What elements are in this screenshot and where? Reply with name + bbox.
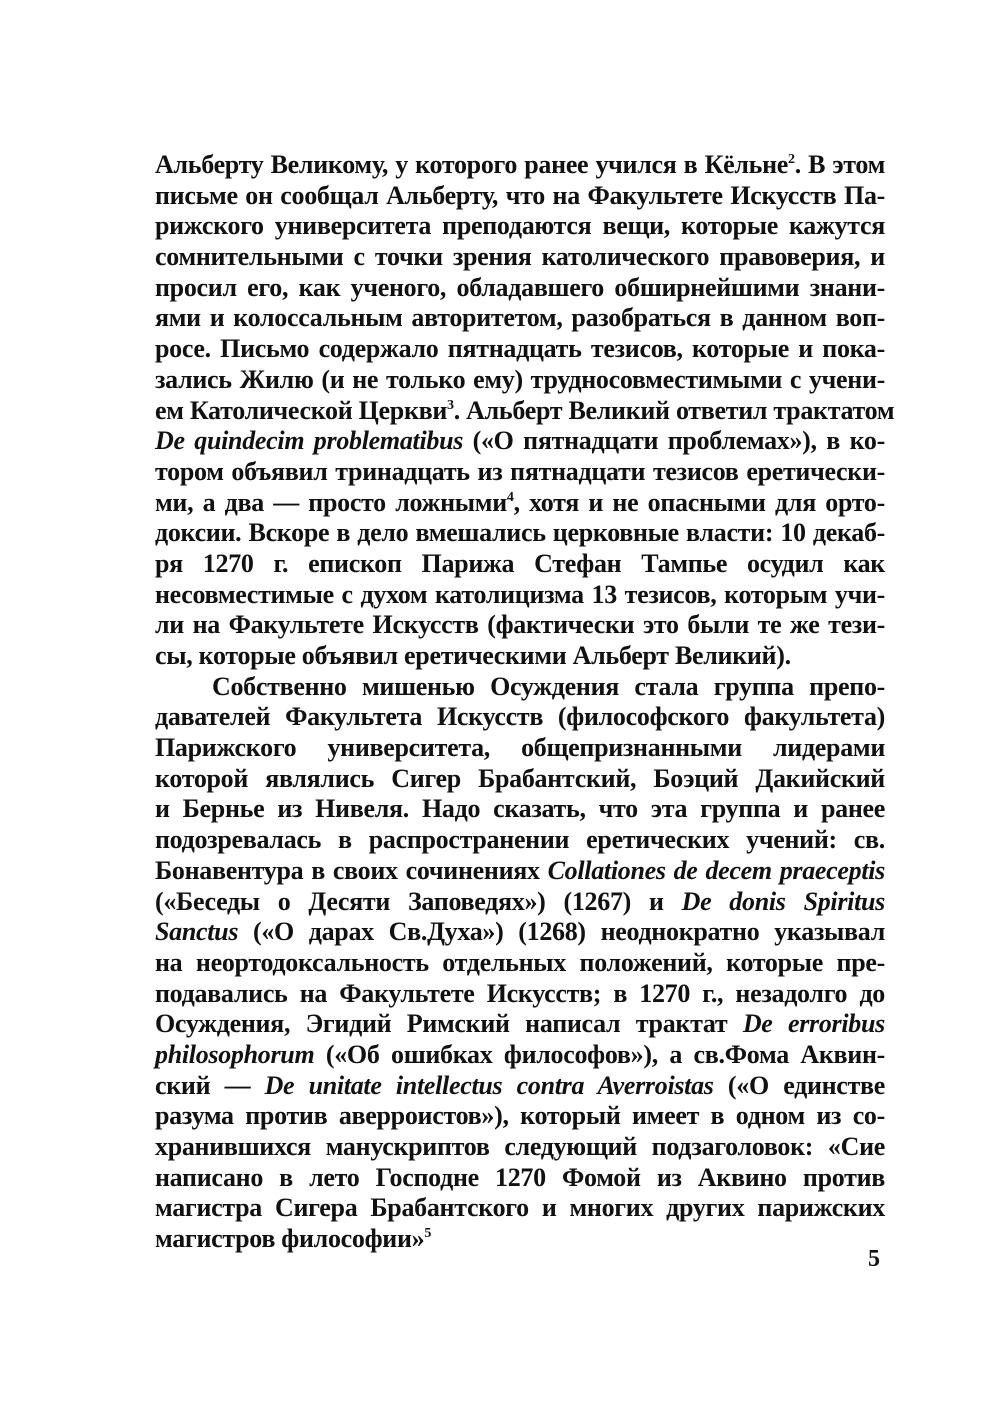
text-run: сомнительными с точки зрения католического правоверия, и [155,242,885,272]
text-line [155,672,885,703]
latin-title: De erroribus [742,1009,885,1039]
text-run: Собственно мишенью Осуждения стала группа препо- [212,671,885,701]
text-line [155,365,885,396]
text-run: («Об ошибках философов»), а св.Фома Аквин- [314,1039,885,1069]
text-line [155,1071,885,1102]
text-line [155,794,885,825]
text-line [155,1132,885,1163]
text-line [155,825,885,856]
text-line [155,610,885,641]
text-line [155,334,885,365]
text-line [155,211,885,242]
text-run: рижского университета преподаются вещи, которые кажутся [155,211,885,241]
text-run: сы, которые объявил еретическими Альберт Великий). [155,641,791,670]
text-run: Парижского университета, общепризнанными лидерами [155,733,885,763]
text-run: магистров философии» [155,1224,425,1254]
text-line [155,273,885,304]
text-run: . В этом [794,150,885,179]
text-line [155,518,885,549]
text-run: тором объявил тринадцать из пятнадцати тезисов еретически- [155,456,885,486]
text-line [155,917,885,948]
text-run: магистра Сигера Брабантского и многих других парижских [155,1193,885,1223]
footnote-marker: 2 [788,152,795,167]
text-line [155,702,885,733]
text-run: разума против аверроистов»), который имеет в одном из со- [155,1101,885,1131]
footnote-marker: 5 [424,1226,432,1242]
text-line [155,1101,885,1132]
text-run: ми, а два — просто ложными [155,487,507,517]
text-run: ем Католической Церкви [155,395,448,425]
text-line [155,549,885,580]
text-run: подозревалась в распространении еретических учений: св. [155,825,885,855]
text-line [155,457,885,488]
text-run: несовместимые с духом католицизма 13 тезисов, которым учи- [155,579,885,609]
text-run: ями и колоссальным авторитетом, разобраться в данном воп- [155,303,885,333]
text-run: доксии. Вскоре в дело вмешались церковные власти: 10 декаб- [155,518,885,548]
text-line [155,395,895,427]
text-line [155,181,885,212]
text-line [155,948,885,979]
text-run: («О дарах Св.Духа») (1268) неоднократно указывал [238,917,885,947]
body-text [155,150,895,1255]
text-run: написано в лето Господне 1270 Фомой из Аквино против [155,1162,885,1192]
text-line [155,488,885,519]
text-line [155,150,885,181]
text-run: на неортодоксальность отдельных положений, которые пре- [155,947,885,977]
latin-title: De unitate intellectus contra Averroistas [264,1070,714,1100]
text-line [155,1040,885,1071]
text-run: («О пятнадцати проблемах»), в ко- [463,426,885,456]
text-line [155,733,885,764]
text-line [155,764,885,795]
text-run: ря 1270 г. епископ Парижа Стефан Тампье осудил как [155,548,885,578]
text-line [155,887,885,918]
text-line [155,979,885,1010]
latin-title: Collationes de decem praeceptis [547,855,885,885]
text-run: просил его, как ученого, обладавшего обширнейшими знани- [155,272,885,302]
text-run: зались Жилю (и не только ему) трудносовместимыми с учени- [155,364,885,394]
text-run: («Беседы о Десяти Заповедях») (1267) и [155,886,682,916]
text-run: («О единстве [713,1070,886,1100]
text-run: давателей Факультета Искусств (философского факультета) [155,702,885,732]
text-line [155,426,885,457]
latin-title: philosophorum [155,1039,315,1069]
footnote-marker: 3 [447,397,454,413]
text-run: Осуждения, Эгидий Римский написал трактат [155,1009,743,1039]
latin-title: De donis Spiritus [681,886,885,916]
text-run: , хотя и не опасными для орто- [513,487,885,517]
text-run: которой являлись Сигер Брабантский, Боэций Дакийский [155,763,885,793]
text-run: и Бернье из Нивеля. Надо сказать, что эта группа и ранее [155,794,885,824]
footnote-marker: 4 [506,489,514,505]
text-run: подавались на Факультете Искусств; в 1270 г., незадолго до [155,978,885,1008]
text-run: . Альберт Великий ответил трактатом [453,395,895,425]
page-number: 5 [868,1246,880,1272]
text-run: письме он сообщал Альберту, что на Факультете Искусств Па- [155,180,885,210]
text-run: ли на Факультете Искусств (фактически это были те же тези- [155,610,885,640]
text-line [155,242,885,273]
text-line [155,1163,885,1194]
text-run: росе. Письмо содержало пятнадцать тезисов, которые и пока- [155,334,885,364]
text-run: ский — [155,1070,265,1100]
latin-title: Sanctus [155,917,239,947]
latin-title: De quindecim problematibus [155,426,464,456]
text-line [155,641,885,672]
text-line [155,1193,885,1224]
text-line [155,303,885,334]
text-line [155,1224,885,1255]
text-run: Бонавентура в своих сочинениях [155,855,548,885]
text-run: хранившихся манускриптов следующий подзаголовок: «Сие [155,1132,885,1161]
text-line [155,580,885,611]
text-line [155,856,885,887]
text-line [155,1009,885,1040]
text-run: Альберту Великому, у которого ранее учился в Кёльне [155,150,789,179]
